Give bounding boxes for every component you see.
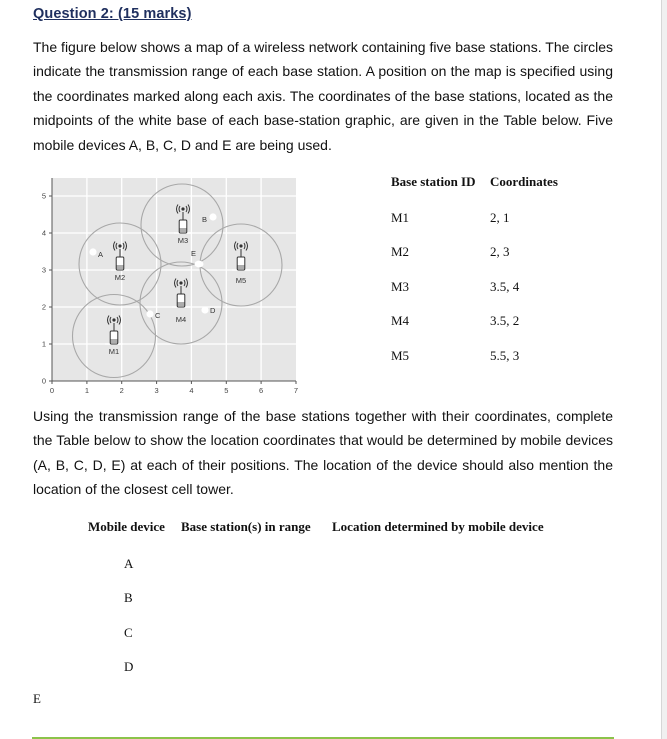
device-dot-icon — [89, 248, 96, 255]
x-tick-label: 6 — [259, 386, 264, 395]
wireless-network-map — [30, 170, 310, 400]
station-id-cell: M2 — [391, 244, 410, 259]
table-header: Base station ID — [391, 174, 476, 189]
device-dot-icon — [201, 306, 208, 313]
device-dot-icon — [146, 310, 153, 317]
y-tick-label: 2 — [41, 302, 46, 312]
page-edge-scrollbar[interactable] — [661, 0, 667, 739]
y-tick-label: 4 — [41, 228, 46, 238]
device-label: C — [155, 311, 161, 320]
station-id-cell: M1 — [391, 210, 410, 225]
x-tick-label: 4 — [189, 386, 194, 395]
station-id-cell: M3 — [391, 279, 410, 294]
station-id-cell: M4 — [391, 313, 410, 328]
coordinates-cell: 3.5, 4 — [490, 279, 520, 294]
station-label: M3 — [177, 236, 189, 245]
table-header: Base station(s) in range — [181, 519, 311, 534]
station-label: M5 — [235, 276, 247, 285]
table-header: Coordinates — [490, 174, 558, 189]
device-cell: A — [124, 556, 134, 571]
device-label: B — [202, 215, 208, 224]
x-tick-label: 2 — [119, 386, 124, 395]
station-label: M4 — [175, 315, 187, 324]
x-tick-label: 0 — [49, 386, 55, 395]
y-tick-label: 3 — [41, 265, 46, 275]
device-label: A — [98, 250, 104, 259]
device-cell: D — [124, 659, 134, 674]
device-label: E — [191, 249, 197, 258]
y-tick-label: 5 — [41, 191, 46, 201]
device-cell: E — [33, 691, 41, 706]
device-label: D — [210, 306, 216, 315]
station-label: M1 — [108, 347, 120, 356]
coordinates-cell: 3.5, 2 — [490, 313, 520, 328]
device-dot-icon — [209, 213, 216, 220]
x-tick-label: 1 — [84, 386, 89, 395]
coordinates-cell: 2, 3 — [490, 244, 510, 259]
x-tick-label: 5 — [224, 386, 229, 395]
y-tick-label: 0 — [41, 376, 46, 386]
intro-paragraph: The figure below shows a map of a wireless network containing five base stations. The circles indicate the transmission range of each base station. A position on the map is specified using the coordinates marked along each axis. The coordinates of the base stations, located as the midpoints of the white base of each base-station graphic, are given in the Table below. Five mobile devices A, B, C, D and E are being used. — [33, 39, 613, 153]
x-tick-label: 3 — [154, 386, 159, 395]
station-label: M2 — [114, 273, 126, 282]
table-header: Location determined by mobile device — [332, 519, 544, 534]
y-tick-label: 1 — [41, 339, 46, 349]
question-title: Question 2: (15 marks) — [33, 6, 192, 22]
table-header: Mobile device — [88, 519, 165, 534]
coordinates-cell: 2, 1 — [490, 210, 510, 225]
x-tick-label: 7 — [293, 386, 299, 395]
plot-area — [52, 178, 296, 381]
coordinates-cell: 5.5, 3 — [490, 348, 520, 363]
station-id-cell: M5 — [391, 348, 410, 363]
device-cell: C — [124, 625, 133, 640]
instructions-paragraph: Using the transmission range of the base stations together with their coordinates, complete the Table below to show the location coordinates that would be determined by mobile devices (A, B, C, D, E) at each of their positions. The location of the device should also mention the location of the closest cell tower. — [33, 408, 613, 498]
device-cell: B — [124, 590, 133, 605]
device-dot-icon — [195, 261, 204, 268]
